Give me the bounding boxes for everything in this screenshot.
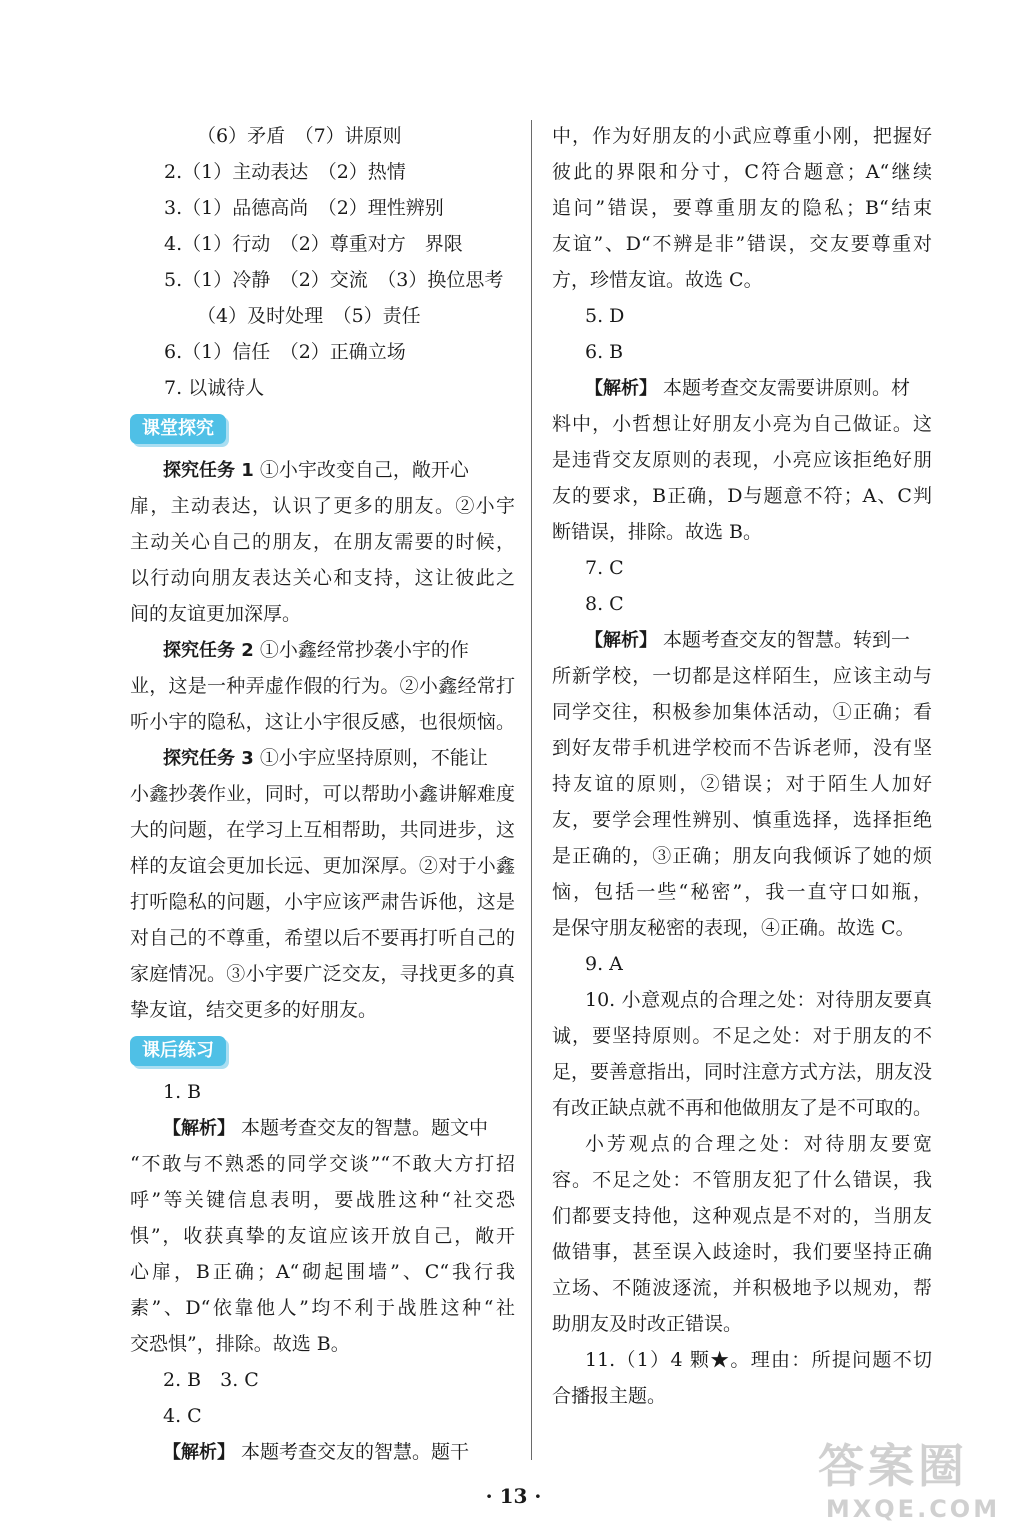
- text-line: 持友谊的原则，②错误；对于陌生人加好: [552, 773, 932, 795]
- text-line: 心扉，B正确；A“砌起围墙”、C“我行我: [130, 1261, 515, 1283]
- text-line: 打听隐私的问题，小宇应该严肃告诉他，这是: [130, 891, 515, 913]
- text-line: 听小宇的隐私，这让小宇很反感，也很烦恼。: [130, 711, 515, 733]
- text-line: 是保守朋友秘密的表现，④正确。故选 C。: [552, 917, 915, 939]
- answer-line: 6. B: [585, 341, 624, 363]
- answer-line: 1. B: [163, 1081, 202, 1103]
- answer-line: 5. D: [585, 305, 625, 327]
- text-line: 们都要支持他，这种观点是不对的，当朋友: [552, 1205, 932, 1227]
- analysis-first-line: [130, 1434, 515, 1470]
- left-column: [130, 118, 515, 1470]
- text-line: 追问”错误，要尊重朋友的隐私；B“结束: [552, 197, 932, 219]
- column-divider: [531, 120, 532, 1460]
- analysis-text: 本题考查交友需要讲原则。材: [663, 377, 911, 399]
- analysis-first-line: [130, 1110, 515, 1146]
- analysis-first-line: [552, 370, 932, 406]
- text-line: 小芳观点的合理之处：对待朋友要宽: [585, 1133, 932, 1155]
- answer-line: 2.（1）主动表达 （2）热情: [164, 161, 406, 183]
- analysis-label: 【解析】: [585, 378, 657, 399]
- answer-line: 6.（1）信任 （2）正确立场: [164, 341, 406, 363]
- text-line: 所新学校，一切都是这样陌生，应该主动与: [552, 665, 932, 687]
- watermark-text: 答案圈: [818, 1439, 968, 1493]
- text-line: 容。不足之处：不管朋友犯了什么错误，我: [552, 1169, 932, 1191]
- text-line: 做错事，甚至误入歧途时，我们要坚持正确: [552, 1241, 932, 1263]
- section-header-classroom: [130, 406, 515, 452]
- text-line: 友的要求，B正确，D与题意不符；A、C判: [552, 485, 932, 507]
- text-line: 呼”等关键信息表明，要战胜这种“社交恐: [130, 1189, 515, 1211]
- analysis-text: 本题考查交友的智慧。题文中: [241, 1117, 489, 1139]
- text-line: 是正确的，③正确；朋友向我倾诉了她的烦: [552, 845, 932, 867]
- text-line: 挚友谊，结交更多的好朋友。: [130, 999, 378, 1021]
- text-line: 足，要善意指出，同时注意方式方法，朋友没: [552, 1061, 932, 1083]
- answer-line: （6）矛盾 （7）讲原则: [197, 125, 402, 147]
- text-line: 立场、不随波逐流，并积极地予以规劝，帮: [552, 1277, 932, 1299]
- text-line: 助朋友及时改正错误。: [552, 1313, 743, 1335]
- text-line: 惧”，收获真挚的友谊应该开放自己，敞开: [130, 1225, 515, 1247]
- right-column: [552, 118, 932, 1414]
- text-line: 中，作为好朋友的小武应尊重小刚，把握好: [552, 125, 932, 147]
- text-line: 主动关心自己的朋友，在朋友需要的时候，: [130, 531, 515, 553]
- task-text: ①小宇改变自己，敞开心: [259, 459, 469, 481]
- answer-line: （4）及时处理 （5）责任: [197, 305, 421, 327]
- text-line: 诚，要坚持原则。不足之处：对于朋友的不: [552, 1025, 932, 1047]
- task-text: ①小鑫经常抄袭小宇的作: [259, 639, 469, 661]
- section-title: 课堂探究: [130, 414, 226, 444]
- answer-line: 3.（1）品德高尚 （2）理性辨别: [164, 197, 444, 219]
- text-line: “不敢与不熟悉的同学交谈”“不敢大方打招: [130, 1153, 515, 1175]
- answer-line: 8. C: [585, 593, 624, 615]
- answer-line: 2. B 3. C: [163, 1369, 259, 1391]
- text-line: 间的友谊更加深厚。: [130, 603, 302, 625]
- text-line: 恼，包括一些“秘密”，我一直守口如瓶，: [552, 881, 932, 903]
- watermark-url: MXQE.COM: [825, 1495, 1001, 1523]
- text-line: 家庭情况。③小宇要广泛交友，寻找更多的真: [130, 963, 515, 985]
- task-1-first-line: [130, 452, 515, 488]
- text-line: 10. 小意观点的合理之处：对待朋友要真: [585, 989, 932, 1011]
- text-line: 11.（1）4 颗★。理由：所提问题不切: [585, 1349, 932, 1371]
- text-line: 业，这是一种弄虚作假的行为。②小鑫经常打: [130, 675, 515, 697]
- answer-line: 7. 以诚待人: [164, 377, 265, 399]
- text-line: 扉，主动表达，认识了更多的朋友。②小宇: [130, 495, 515, 517]
- analysis-label: 【解析】: [163, 1118, 235, 1139]
- answer-line: 4.（1）行动 （2）尊重对方 界限: [164, 233, 463, 255]
- answer-line: 5.（1）冷静 （2）交流 （3）换位思考: [164, 269, 504, 291]
- analysis-label: 【解析】: [163, 1442, 235, 1463]
- section-header-after-class: [130, 1028, 515, 1074]
- text-line: 断错误，排除。故选 B。: [552, 521, 763, 543]
- text-line: 方，珍惜友谊。故选 C。: [552, 269, 763, 291]
- task-label: 探究任务 2: [163, 640, 254, 661]
- text-line: 友谊”、D“不辨是非”错误，交友要尊重对: [552, 233, 932, 255]
- text-line: 到好友带手机进学校而不告诉老师，没有坚: [552, 737, 932, 759]
- text-line: 友，要学会理性辨别、慎重选择，选择拒绝: [552, 809, 932, 831]
- text-line: 素”、D“依靠他人”均不利于战胜这种“社: [130, 1297, 515, 1319]
- text-line: 交恐惧”，排除。故选 B。: [130, 1333, 350, 1355]
- analysis-label: 【解析】: [585, 630, 657, 651]
- text-line: 小鑫抄袭作业，同时，可以帮助小鑫讲解难度: [130, 783, 515, 805]
- task-text: ①小宇应坚持原则，不能让: [259, 747, 488, 769]
- answer-line: 4. C: [163, 1405, 202, 1427]
- text-line: 彼此的界限和分寸，C符合题意；A“继续: [552, 161, 932, 183]
- answer-line: 9. A: [585, 953, 623, 975]
- text-line: 料中，小哲想让好朋友小亮为自己做证。这: [552, 413, 932, 435]
- analysis-text: 本题考查交友的智慧。题干: [241, 1441, 470, 1463]
- task-label: 探究任务 3: [163, 748, 254, 769]
- text-line: 合播报主题。: [552, 1385, 667, 1407]
- text-line: 大的问题，在学习上互相帮助，共同进步，这: [130, 819, 515, 841]
- text-line: 有改正缺点就不再和他做朋友了是不可取的。: [552, 1097, 932, 1119]
- task-2-first-line: [130, 632, 515, 668]
- text-line: 对自己的不尊重，希望以后不要再打听自己的: [130, 927, 515, 949]
- analysis-first-line: [552, 622, 932, 658]
- watermark-logo: [818, 1438, 1008, 1530]
- text-line: 以行动向朋友表达关心和支持，这让彼此之: [130, 567, 515, 589]
- text-line: 样的友谊会更加长远、更加深厚。②对于小鑫: [130, 855, 515, 877]
- answer-line: 7. C: [585, 557, 624, 579]
- text-line: 是违背交友原则的表现，小亮应该拒绝好朋: [552, 449, 932, 471]
- task-label: 探究任务 1: [163, 460, 254, 481]
- section-title: 课后练习: [130, 1036, 226, 1066]
- task-3-first-line: [130, 740, 515, 776]
- analysis-text: 本题考查交友的智慧。转到一: [663, 629, 911, 651]
- text-line: 同学交往，积极参加集体活动，①正确；看: [552, 701, 932, 723]
- page-number: · 13 ·: [485, 1484, 542, 1508]
